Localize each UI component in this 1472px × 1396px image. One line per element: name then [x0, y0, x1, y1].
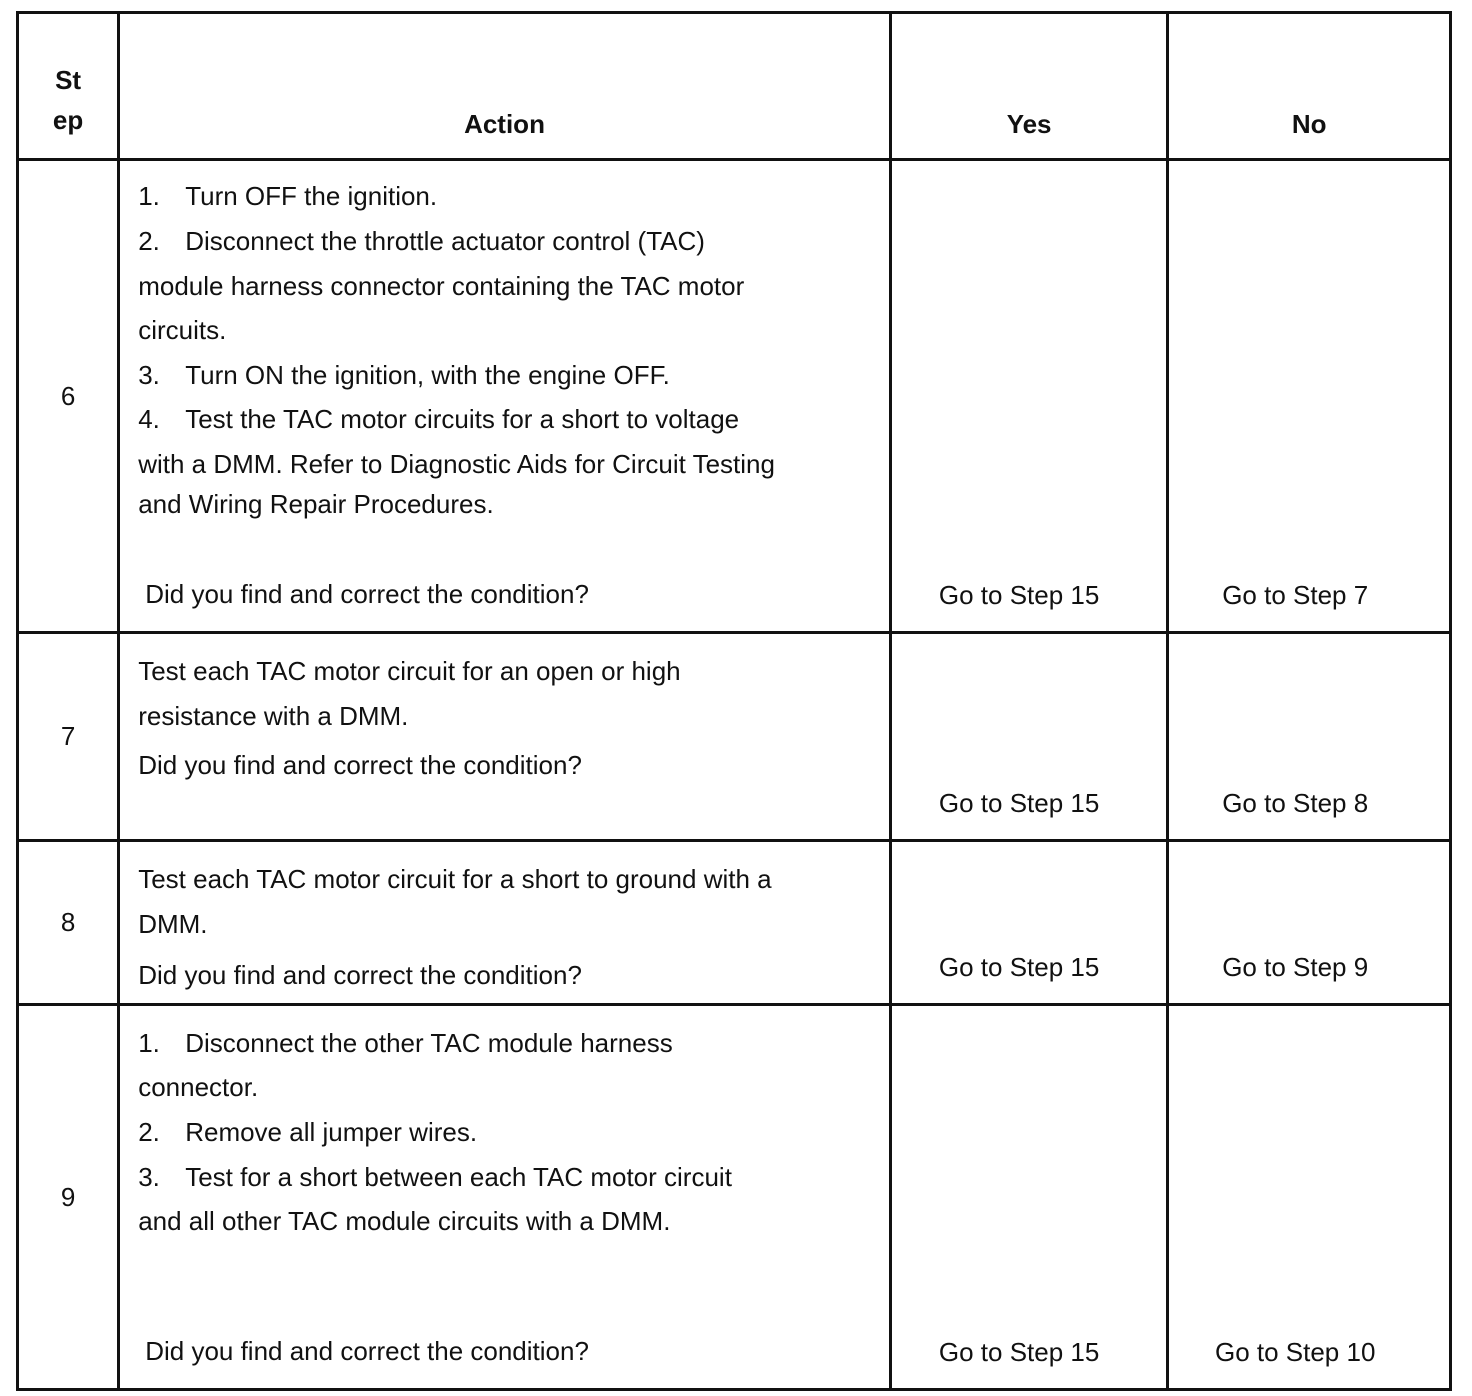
action-line: DMM.	[138, 909, 208, 939]
table-row	[18, 841, 1451, 1005]
action-line: Test each TAC motor circuit for an open or high	[138, 656, 681, 686]
question: Did you find and correct the condition?	[145, 1336, 589, 1366]
step-number: 7	[18, 633, 119, 841]
question: Did you find and correct the condition?	[145, 579, 589, 609]
header-row	[18, 13, 1451, 160]
action-line: 3. Turn ON the ignition, with the engine OFF.	[138, 360, 670, 390]
action-line: 2. Disconnect the throttle actuator control (TAC)	[138, 226, 705, 256]
table-row	[18, 633, 1451, 841]
yes-cell	[890, 841, 1168, 1005]
action-line: connector.	[138, 1072, 259, 1102]
no-cell	[1168, 160, 1451, 633]
no-cell	[1168, 1005, 1451, 1390]
header-step: St ep	[18, 13, 119, 160]
table-row	[18, 1005, 1451, 1390]
yes-target: Go to Step 15	[938, 580, 1100, 610]
action-cell	[119, 160, 891, 633]
no-target: Go to Step 10	[1214, 1337, 1376, 1367]
yes-cell	[890, 160, 1168, 633]
no-target: Go to Step 9	[1222, 952, 1369, 982]
action-line: circuits.	[138, 315, 227, 345]
header-action: Action	[119, 13, 891, 160]
table-row	[18, 160, 1451, 633]
no-cell	[1168, 633, 1451, 841]
step-number: 6	[18, 160, 119, 633]
action-cell	[119, 633, 891, 841]
no-target: Go to Step 7	[1222, 580, 1369, 610]
action-line: resistance with a DMM.	[138, 701, 409, 731]
action-line: 4. Test the TAC motor circuits for a short to voltage	[138, 404, 740, 434]
diagnostic-table	[16, 11, 1452, 1391]
action-line: Test each TAC motor circuit for a short to ground with a	[138, 864, 772, 894]
yes-target: Go to Step 15	[938, 952, 1100, 982]
action-line: module harness connector containing the TAC motor	[138, 271, 745, 301]
yes-cell	[890, 1005, 1168, 1390]
action-line: 1. Disconnect the other TAC module harness	[138, 1028, 673, 1058]
question: Did you find and correct the condition?	[138, 750, 582, 780]
question: Did you find and correct the condition?	[138, 960, 582, 990]
header-no: No	[1168, 13, 1451, 160]
action-line: with a DMM. Refer to Diagnostic Aids for Circuit Testing	[138, 449, 775, 479]
no-target: Go to Step 8	[1222, 788, 1369, 818]
yes-target: Go to Step 15	[938, 788, 1100, 818]
action-line: 3. Test for a short between each TAC motor circuit	[138, 1162, 732, 1192]
action-line: and Wiring Repair Procedures.	[138, 489, 494, 519]
step-number: 8	[18, 841, 119, 1005]
step-number: 9	[18, 1005, 119, 1390]
no-cell	[1168, 841, 1451, 1005]
action-cell	[119, 841, 891, 1005]
action-line: 2. Remove all jumper wires.	[138, 1117, 478, 1147]
action-line: and all other TAC module circuits with a DMM.	[138, 1206, 671, 1236]
header-yes: Yes	[890, 13, 1168, 160]
yes-cell	[890, 633, 1168, 841]
yes-target: Go to Step 15	[938, 1337, 1100, 1367]
action-line: 1. Turn OFF the ignition.	[138, 181, 438, 211]
action-cell	[119, 1005, 891, 1390]
